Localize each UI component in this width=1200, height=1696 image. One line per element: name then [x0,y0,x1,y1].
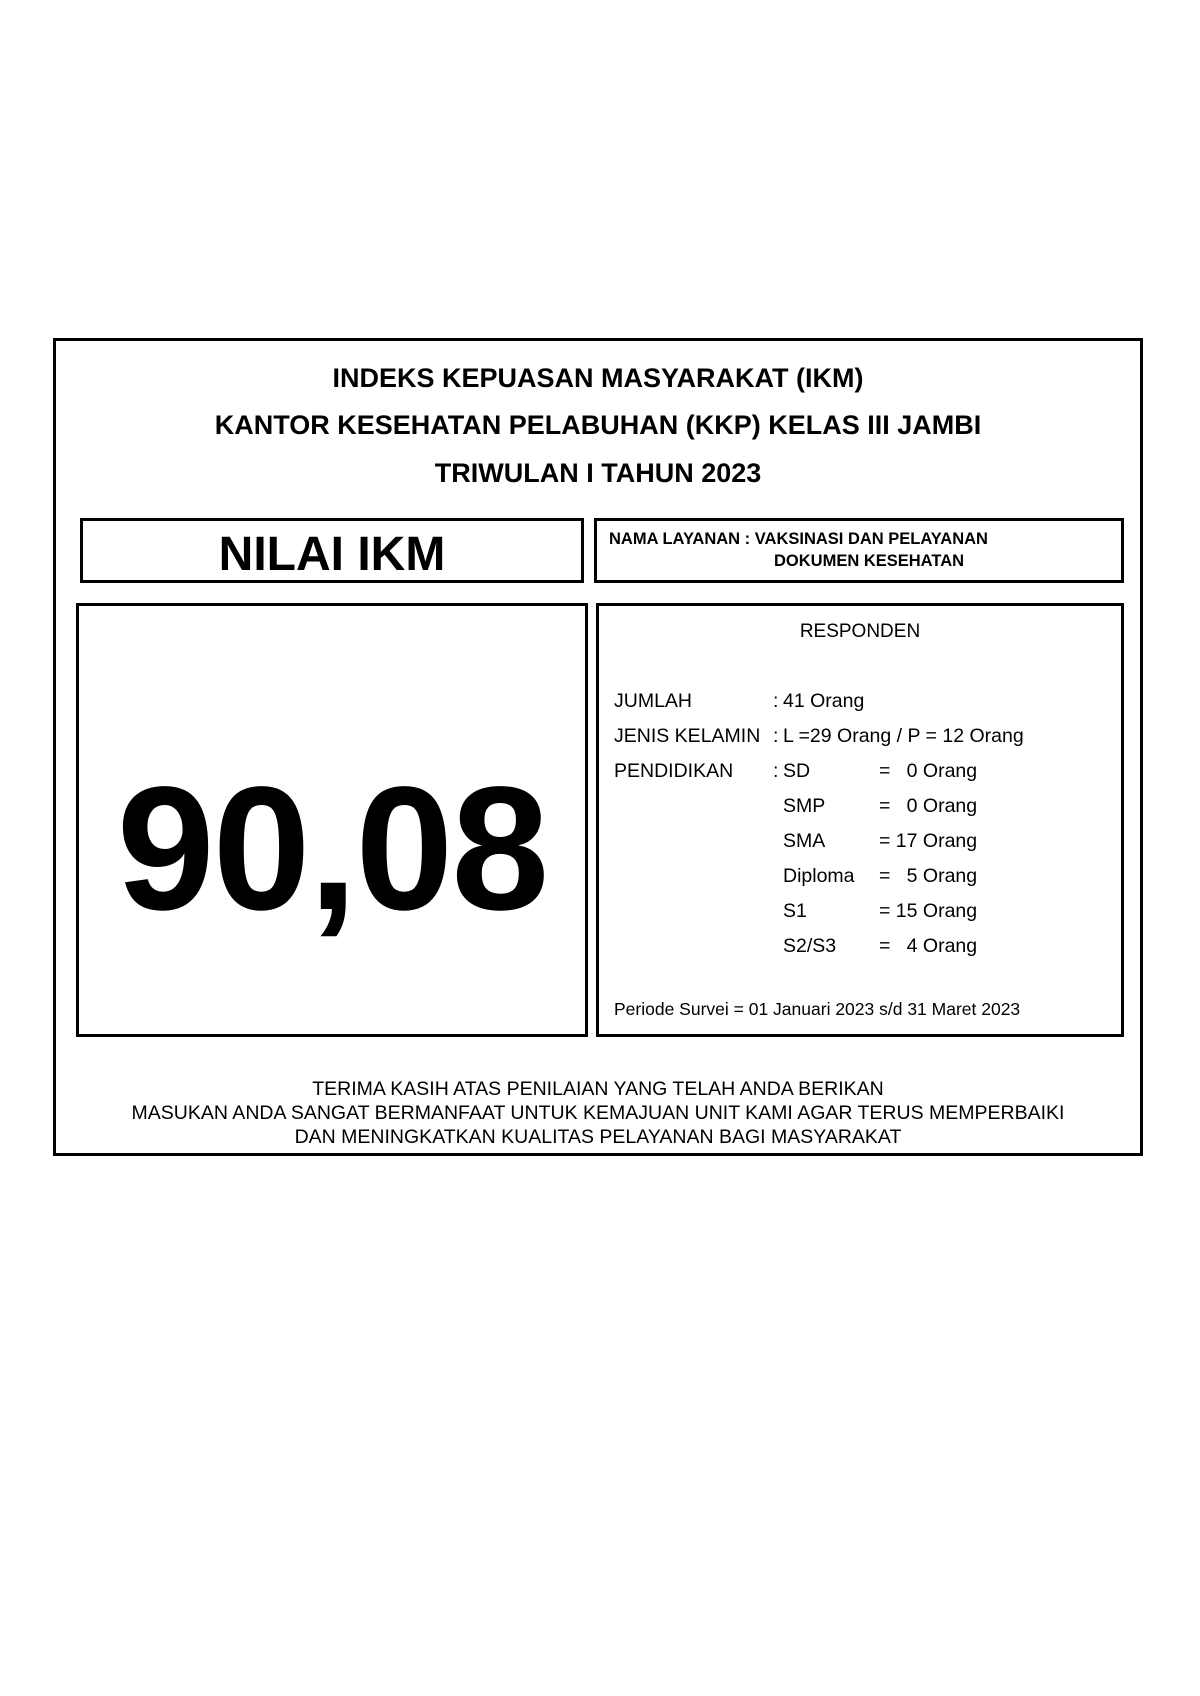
pendidikan-value: = 0 Orang [879,795,978,817]
footer-message: MASUKAN ANDA SANGAT BERMANFAAT UNTUK KEMAJUAN UNIT KAMI AGAR TERUS MEMPERBAIKI [131,1102,1065,1124]
jumlah-value: 41 Orang [783,690,865,712]
nama-layanan-text [609,528,988,572]
pendidikan-name: Diploma [783,865,855,887]
jenis-kelamin-colon: : [773,725,779,747]
pendidikan-name: S1 [783,900,807,922]
pendidikan-value: = 0 Orang [879,760,978,782]
footer-message-cont: DAN MENINGKATKAN KUALITAS PELAYANAN BAGI MASYARAKAT [294,1126,902,1148]
nama-layanan-box [594,518,1124,583]
pendidikan-colon: : [773,760,779,782]
pendidikan-name: SMA [783,830,826,852]
pendidikan-value: = 17 Orang [879,830,978,852]
pendidikan-name: SMP [783,795,826,817]
pendidikan-name: S2/S3 [783,935,837,957]
jenis-kelamin-label: JENIS KELAMIN [614,725,761,747]
nama-layanan-line2: DOKUMEN KESEHATAN [774,552,965,570]
nilai-ikm-label: NILAI IKM [218,528,446,581]
pendidikan-name: SD [783,760,811,782]
poster-subtitle-office: KANTOR KESEHATAN PELABUHAN (KKP) KELAS III JAMBI [214,410,982,440]
nama-layanan-line1: NAMA LAYANAN : VAKSINASI DAN PELAYANAN [609,530,988,548]
nilai-ikm-label-box [80,518,584,583]
jumlah-colon: : [773,690,779,712]
pendidikan-value: = 5 Orang [879,865,978,887]
responden-heading: RESPONDEN [799,621,921,642]
nilai-ikm-value: 90,08 [116,751,548,947]
responden-box [596,603,1124,1037]
jumlah-label: JUMLAH [614,690,693,712]
pendidikan-label: PENDIDIKAN [614,760,734,782]
pendidikan-value: = 15 Orang [879,900,978,922]
nilai-ikm-value-box [76,603,588,1037]
jenis-kelamin-value: L =29 Orang / P = 12 Orang [783,725,1024,747]
periode-survei: Periode Survei = 01 Januari 2023 s/d 31 Maret 2023 [614,999,1021,1019]
footer-thanks: TERIMA KASIH ATAS PENILAIAN YANG TELAH ANDA BERIKAN [312,1078,884,1100]
ikm-poster-frame [53,338,1143,1156]
pendidikan-value: = 4 Orang [879,935,978,957]
poster-title: INDEKS KEPUASAN MASYARAKAT (IKM) [332,363,864,393]
poster-subtitle-period: TRIWULAN I TAHUN 2023 [434,458,762,488]
